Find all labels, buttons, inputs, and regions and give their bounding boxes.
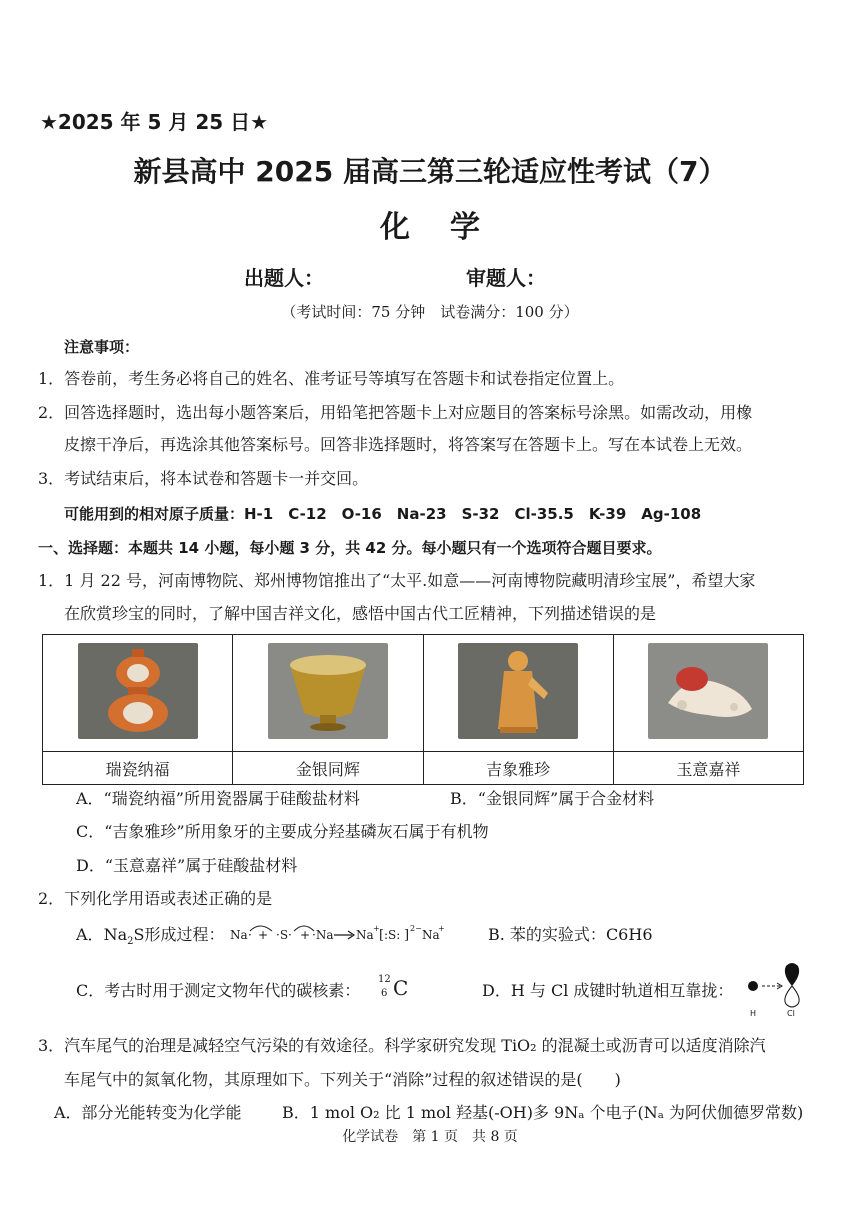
svg-text::S:: :S: [384,928,401,942]
orbital-overlap-diagram [740,960,800,1018]
benzene-formula: C6H6 [605,925,653,944]
electron-dot-diagram [230,921,452,947]
orbital-h-label: H [750,1009,757,1018]
note-item-3: 3．考试结束后，将本试卷和答题卡一并交回。 [38,469,369,488]
artifact-image-cell-3 [423,635,613,752]
carbon-atomic-number: 6 [381,988,388,999]
svg-text:Na: Na [356,928,374,942]
q2-option-a-prefix: A． [76,925,104,944]
note-item-2: 2．回答选择题时，选出每小题答案后，用铅笔把答题卡上对应题目的答案标号涂黑。如需改动，用橡 [38,403,753,422]
atomic-masses: 可能用到的相对原子质量：H-1 C-12 O-16 Na-23 S-32 Cl-35.5 K-39 Ag-108 [64,505,702,523]
artifact-image-cell-1 [43,635,233,752]
ivory-figure-image [458,643,578,739]
carbon-mass-number: 12 [378,974,391,985]
na2s-formula: $Na_2S$ [103,925,145,948]
note-item-2-cont: 皮擦干净后，再选涂其他答案标号。回答非选择题时，将答案写在答题卡上。写在本试卷上无效。 [64,435,753,454]
q2-option-b-label: B. 苯的实验式： [488,925,606,944]
q3-stem-line1: 3．汽车尾气的治理是减轻空气污染的有效途径。科学家研究发现 TiO₂ 的混凝土或沥青可以适度消除汽 [38,1036,766,1055]
exam-date: ★2025 年 5 月 25 日★ [40,110,269,134]
svg-text:·S·: ·S· [276,928,292,942]
svg-text:Na: Na [230,928,248,942]
exam-info: （考试时间：75 分钟 试卷满分：100 分） [281,303,579,321]
porcelain-vase-image [78,643,198,739]
q1-option-b: B．“金银同辉”属于合金材料 [450,789,655,808]
q2-option-a [76,924,224,953]
svg-text:+: + [438,924,445,933]
svg-text:+: + [373,924,380,933]
gold-cup-image [268,643,388,739]
q1-stem-line2: 在欣赏珍宝的同时，了解中国吉祥文化，感悟中国古代工匠精神，下列描述错误的是 [64,604,657,623]
artifact-caption-1: 瑞瓷纳福 [43,752,233,785]
svg-text:[: [ [379,928,385,943]
jade-ruyi-image [648,643,768,739]
q1-option-d: D．“玉意嘉祥”属于硅酸盐材料 [76,856,298,875]
orbital-cl-label: Cl [787,1009,795,1018]
page-footer: 化学试卷 第 1 页 共 8 页 [342,1129,518,1145]
notes-heading: 注意事项： [64,338,140,356]
svg-text:·Na: ·Na [312,928,334,942]
svg-text:+: + [258,928,269,942]
section1-heading: 一、选择题：本题共 14 小题，每小题 3 分，共 42 分。每小题只有一个选项符合题目要求。 [38,539,662,557]
subject-title: 化学 [380,210,520,245]
q2-option-a-text: 形成过程： [144,925,225,944]
q2-option-d: D．H 与 Cl 成键时轨道相互靠拢： [482,981,734,1000]
q1-stem-line1: 1．1 月 22 号，河南博物院、郑州博物馆推出了“太平.如意——河南博物院藏明清珍宝展”，希望大家 [38,571,756,590]
artifact-caption-2: 金银同辉 [233,752,423,785]
setter-label: 出题人： [244,266,324,290]
q2-option-c: C．考古时用于测定文物年代的碳核素： [76,981,361,1000]
artifact-table [42,634,804,785]
carbon-symbol: C [393,976,409,1000]
q2-stem: 2．下列化学用语或表述正确的是 [38,889,273,908]
q3-option-b: B．1 mol O₂ 比 1 mol 羟基(-OH)多 9Nₐ 个电子(Nₐ 为阿伏伽德罗常数) [282,1103,804,1122]
exam-title: 新县高中 2025 届高三第三轮适应性考试（7） [133,155,727,188]
artifact-image-cell-2 [233,635,423,752]
note-item-1: 1．答卷前，考生务必将自己的姓名、准考证号等填写在答题卡和试卷指定位置上。 [38,369,625,388]
svg-text:]: ] [404,928,410,943]
q1-option-c: C．“吉象雅珍”所用象牙的主要成分羟基磷灰石属于有机物 [76,822,489,841]
q3-stem-line2: 车尾气中的氮氧化物，其原理如下。下列关于“消除”过程的叙述错误的是( ) [64,1070,621,1089]
artifact-caption-3: 吉象雅珍 [423,752,613,785]
q2-option-b [488,924,653,946]
svg-text:Na: Na [422,928,440,942]
reviewer-label: 审题人： [466,266,546,290]
artifact-caption-4: 玉意嘉祥 [613,752,803,785]
artifact-image-cell-4 [613,635,803,752]
q1-option-a: A．“瑞瓷纳福”所用瓷器属于硅酸盐材料 [76,789,360,808]
svg-text:·: · [248,928,252,942]
q3-option-a: A．部分光能转变为化学能 [54,1103,242,1122]
svg-text:+: + [300,928,311,942]
svg-text:2−: 2− [410,924,422,933]
